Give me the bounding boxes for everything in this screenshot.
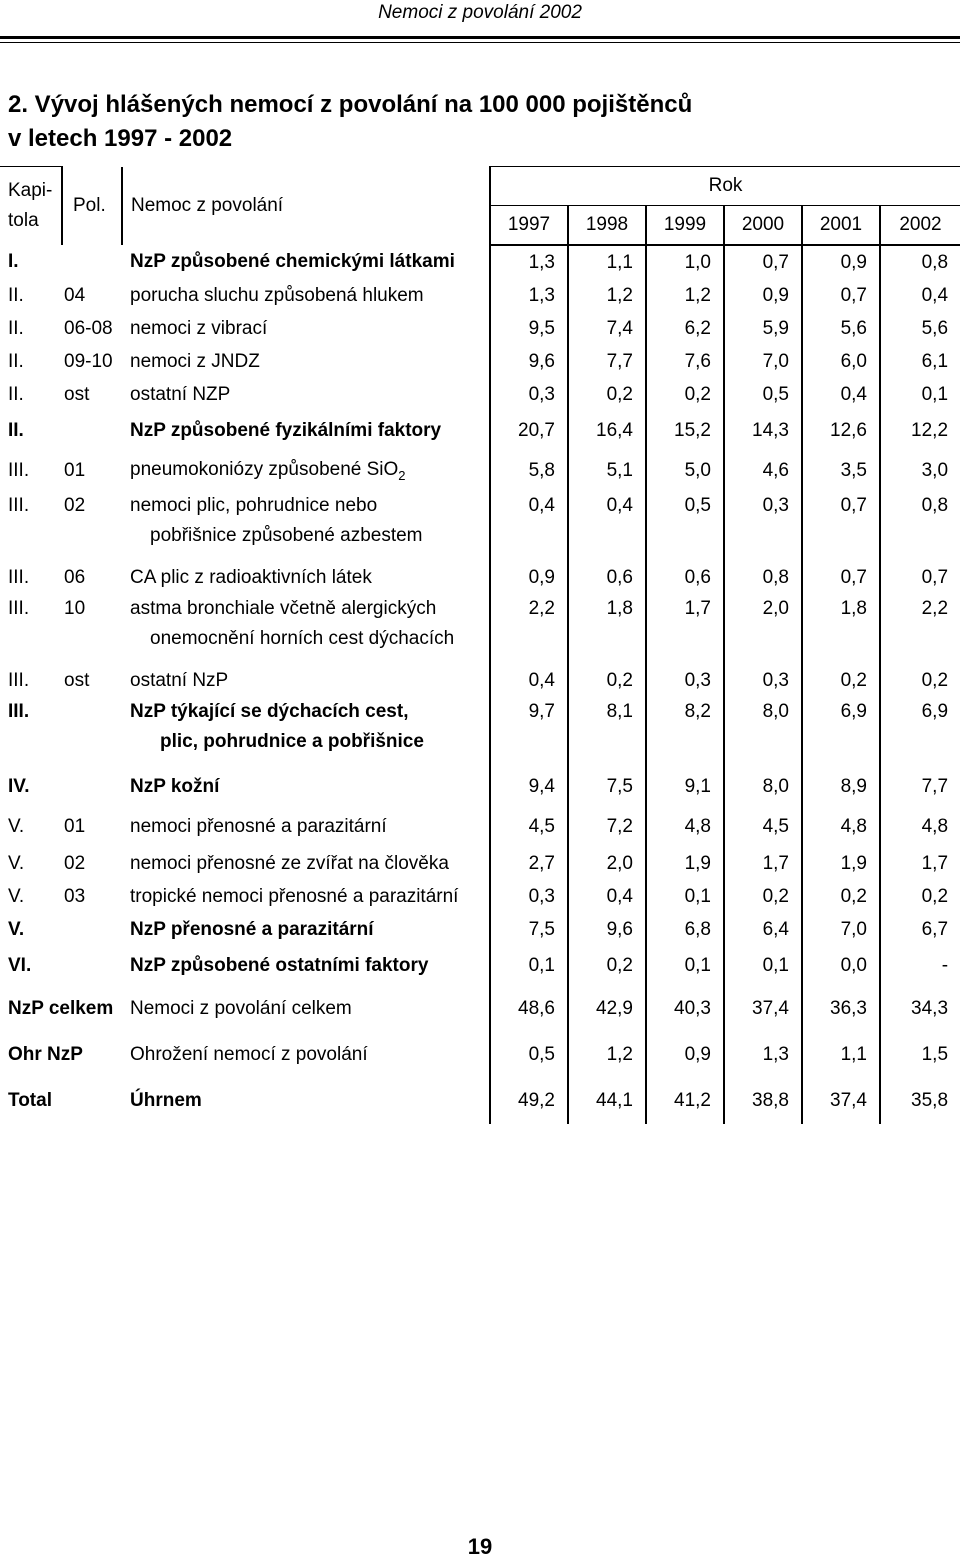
value-cell: 49,2 <box>490 1078 568 1124</box>
value-cell: 6,2 <box>646 312 724 345</box>
value-cell: 7,2 <box>568 807 646 847</box>
value-cell: 0,9 <box>724 279 802 312</box>
value-cell: 9,6 <box>490 345 568 378</box>
disease-name: pneumokoniózy způsobené SiO <box>130 459 399 481</box>
kapitola-cell: Ohr NzP <box>8 1044 83 1065</box>
value-cell: 41,2 <box>646 1078 724 1124</box>
year-header: 2001 <box>802 206 880 246</box>
disease-name-cell <box>122 1032 490 1078</box>
header-rule <box>0 36 960 39</box>
value-cell: 37,4 <box>724 986 802 1032</box>
value-cell: 0,2 <box>568 378 646 411</box>
value-cell: 0,2 <box>568 946 646 986</box>
disease-name-cell <box>122 986 490 1032</box>
value-cell: 0,8 <box>880 491 960 561</box>
disease-name-cell <box>122 378 490 411</box>
kapitola-cell: III. <box>8 669 30 691</box>
value-cell: 1,5 <box>880 1032 960 1078</box>
value-cell: 1,8 <box>802 594 880 664</box>
value-cell: 1,8 <box>568 594 646 664</box>
value-cell: 0,9 <box>646 1032 724 1078</box>
kapitola-cell: VI. <box>8 955 32 976</box>
table-row <box>0 561 960 594</box>
value-cell: 7,4 <box>568 312 646 345</box>
value-cell: 4,8 <box>880 807 960 847</box>
value-cell: 1,2 <box>568 1032 646 1078</box>
value-cell: 0,3 <box>490 880 568 913</box>
disease-name-cell <box>122 312 490 345</box>
value-cell: 0,9 <box>802 245 880 279</box>
column-header-kapitola <box>0 167 62 246</box>
value-cell: 1,1 <box>568 245 646 279</box>
disease-name: NzP způsobené chemickými látkami <box>130 251 455 272</box>
value-cell: 7,7 <box>880 767 960 807</box>
value-cell: 20,7 <box>490 411 568 451</box>
value-cell: 0,1 <box>646 880 724 913</box>
value-cell: 5,6 <box>880 312 960 345</box>
pol-cell <box>62 767 122 807</box>
value-cell: 16,4 <box>568 411 646 451</box>
value-cell: 6,8 <box>646 913 724 946</box>
value-cell: 14,3 <box>724 411 802 451</box>
pol-cell <box>62 697 122 767</box>
disease-name: nemoci z JNDZ <box>130 350 260 372</box>
value-cell: 6,4 <box>724 913 802 946</box>
pol-cell: 04 <box>64 284 86 306</box>
value-cell: 1,3 <box>724 1032 802 1078</box>
value-cell: 9,1 <box>646 767 724 807</box>
value-cell: 5,6 <box>802 312 880 345</box>
disease-name-cell <box>122 491 490 561</box>
kapitola-cell: II. <box>8 284 24 306</box>
value-cell: 3,0 <box>880 451 960 491</box>
disease-name: Nemoci z povolání celkem <box>130 998 352 1019</box>
value-cell: 0,3 <box>490 378 568 411</box>
value-cell: 1,3 <box>490 279 568 312</box>
value-cell: 0,7 <box>802 279 880 312</box>
column-header-nemoc: Nemoc z povolání <box>122 167 490 246</box>
subscript: 2 <box>398 467 406 483</box>
value-cell: 0,0 <box>802 946 880 986</box>
value-cell: 1,3 <box>490 245 568 279</box>
value-cell: 1,7 <box>880 847 960 880</box>
disease-name-cell <box>122 561 490 594</box>
value-cell: 40,3 <box>646 986 724 1032</box>
value-cell: 3,5 <box>802 451 880 491</box>
value-cell: 0,4 <box>802 378 880 411</box>
value-cell: 15,2 <box>646 411 724 451</box>
value-cell: 2,2 <box>880 594 960 664</box>
value-cell: 0,5 <box>490 1032 568 1078</box>
column-header-pol: Pol. <box>62 167 122 246</box>
disease-name: NzP týkající se dýchacích cest, <box>130 701 409 722</box>
value-cell: 0,2 <box>646 378 724 411</box>
value-cell: 36,3 <box>802 986 880 1032</box>
table-row <box>0 847 960 880</box>
value-cell: 7,0 <box>802 913 880 946</box>
value-cell: 0,3 <box>724 491 802 561</box>
disease-name: NzP způsobené fyzikálními faktory <box>130 420 442 441</box>
value-cell: 8,2 <box>646 697 724 767</box>
value-cell: 0,2 <box>568 664 646 697</box>
value-cell: 0,3 <box>646 664 724 697</box>
pol-cell: 06 <box>64 566 86 588</box>
value-cell: 8,0 <box>724 767 802 807</box>
value-cell: 1,2 <box>646 279 724 312</box>
value-cell: 4,5 <box>490 807 568 847</box>
value-cell: 9,5 <box>490 312 568 345</box>
disease-name: ostatní NzP <box>130 669 229 691</box>
kapitola-cell: V. <box>8 852 25 874</box>
value-cell: 4,5 <box>724 807 802 847</box>
value-cell: 1,9 <box>802 847 880 880</box>
value-cell: 8,0 <box>724 697 802 767</box>
kapitola-cell: II. <box>8 350 24 372</box>
kapitola-cell: IV. <box>8 776 30 797</box>
value-cell: 34,3 <box>880 986 960 1032</box>
value-cell: 0,2 <box>802 880 880 913</box>
disease-name: astma bronchiale včetně alergických <box>130 598 437 619</box>
disease-name: nemoci z vibrací <box>130 317 268 339</box>
disease-name: nemoci přenosné ze zvířat na člověka <box>130 852 449 874</box>
table-row <box>0 946 960 986</box>
table-row <box>0 491 960 561</box>
kapitola-label-1: Kapi- <box>8 180 53 201</box>
kapitola-cell: III. <box>8 460 30 481</box>
value-cell: 9,6 <box>568 913 646 946</box>
value-cell: 0,2 <box>880 664 960 697</box>
value-cell: 5,9 <box>724 312 802 345</box>
value-cell: 48,6 <box>490 986 568 1032</box>
value-cell: 0,8 <box>880 245 960 279</box>
kapitola-cell: II. <box>8 383 24 405</box>
kapitola-cell: V. <box>8 885 25 907</box>
kapitola-cell: V. <box>8 816 25 837</box>
year-header: 2002 <box>880 206 960 246</box>
disease-name-continuation: plic, pohrudnice a pobřišnice <box>160 731 424 752</box>
disease-name: Úhrnem <box>130 1090 202 1111</box>
value-cell: 4,6 <box>724 451 802 491</box>
disease-name-cell <box>122 807 490 847</box>
kapitola-cell: III. <box>8 566 30 588</box>
table-row <box>0 594 960 664</box>
table-row <box>0 880 960 913</box>
value-cell: 0,5 <box>646 491 724 561</box>
pol-cell: 02 <box>64 852 86 874</box>
table-row <box>0 345 960 378</box>
kapitola-cell: NzP celkem <box>8 998 114 1019</box>
value-cell: 1,1 <box>802 1032 880 1078</box>
disease-name-cell <box>122 767 490 807</box>
disease-name: tropické nemoci přenosné a parazitární <box>130 885 459 907</box>
column-header-rok: Rok <box>490 167 960 206</box>
kapitola-label-2: tola <box>8 210 39 231</box>
disease-name: ostatní NZP <box>130 383 231 405</box>
table-row <box>0 986 960 1032</box>
pol-cell: ost <box>64 383 90 405</box>
value-cell: 0,1 <box>490 946 568 986</box>
disease-name-cell <box>122 411 490 451</box>
year-header: 1999 <box>646 206 724 246</box>
value-cell: 0,4 <box>568 491 646 561</box>
value-cell: 0,7 <box>724 245 802 279</box>
pol-cell: ost <box>64 669 90 691</box>
pol-cell: 03 <box>64 885 86 907</box>
disease-name-cell <box>122 451 490 491</box>
table-row <box>0 1078 960 1124</box>
disease-name-cell <box>122 1078 490 1124</box>
pol-cell: 09-10 <box>64 350 113 372</box>
pol-cell: 10 <box>64 598 86 619</box>
pol-cell <box>62 946 122 986</box>
value-cell: 0,4 <box>880 279 960 312</box>
value-cell: 0,1 <box>724 946 802 986</box>
page-title <box>8 88 692 156</box>
value-cell: 5,8 <box>490 451 568 491</box>
value-cell: 1,0 <box>646 245 724 279</box>
disease-name: nemoci přenosné a parazitární <box>130 816 387 837</box>
disease-name-cell <box>122 245 490 279</box>
value-cell: - <box>880 946 960 986</box>
kapitola-cell: III. <box>8 701 30 722</box>
title-line-2: v letech 1997 - 2002 <box>8 125 233 152</box>
year-header: 1997 <box>490 206 568 246</box>
table-row <box>0 913 960 946</box>
kapitola-cell: III. <box>8 495 30 516</box>
value-cell: 0,2 <box>802 664 880 697</box>
kapitola-cell: I. <box>8 251 19 272</box>
value-cell: 8,1 <box>568 697 646 767</box>
value-cell: 6,7 <box>880 913 960 946</box>
disease-name-continuation: pobřišnice způsobené azbestem <box>150 525 423 546</box>
value-cell: 42,9 <box>568 986 646 1032</box>
disease-name: CA plic z radioaktivních látek <box>130 566 372 588</box>
kapitola-cell: V. <box>8 918 25 940</box>
table-row <box>0 411 960 451</box>
value-cell: 5,1 <box>568 451 646 491</box>
value-cell: 35,8 <box>880 1078 960 1124</box>
value-cell: 0,4 <box>568 880 646 913</box>
table-row <box>0 1032 960 1078</box>
value-cell: 6,9 <box>880 697 960 767</box>
disease-name-cell <box>122 345 490 378</box>
value-cell: 6,1 <box>880 345 960 378</box>
kapitola-cell: Total <box>8 1090 52 1111</box>
value-cell: 0,8 <box>724 561 802 594</box>
value-cell: 6,0 <box>802 345 880 378</box>
value-cell: 0,7 <box>880 561 960 594</box>
value-cell: 7,6 <box>646 345 724 378</box>
disease-name-cell <box>122 847 490 880</box>
disease-name: NzP způsobené ostatními faktory <box>130 955 429 976</box>
value-cell: 0,2 <box>880 880 960 913</box>
disease-name-cell <box>122 279 490 312</box>
disease-name-continuation: onemocnění horních cest dýchacích <box>150 628 455 649</box>
disease-name: porucha sluchu způsobená hlukem <box>130 284 424 306</box>
value-cell: 0,9 <box>490 561 568 594</box>
table-row <box>0 697 960 767</box>
disease-name: nemoci plic, pohrudnice nebo <box>130 495 378 516</box>
table-row <box>0 378 960 411</box>
value-cell: 1,2 <box>568 279 646 312</box>
value-cell: 0,3 <box>724 664 802 697</box>
value-cell: 2,2 <box>490 594 568 664</box>
value-cell: 0,2 <box>724 880 802 913</box>
value-cell: 1,7 <box>646 594 724 664</box>
value-cell: 1,9 <box>646 847 724 880</box>
year-header: 2000 <box>724 206 802 246</box>
value-cell: 2,7 <box>490 847 568 880</box>
kapitola-cell: III. <box>8 598 30 619</box>
disease-name: Ohrožení nemocí z povolání <box>130 1044 368 1065</box>
kapitola-cell: II. <box>8 317 24 339</box>
disease-name-cell <box>122 664 490 697</box>
value-cell: 0,6 <box>646 561 724 594</box>
kapitola-cell: II. <box>8 420 24 441</box>
pol-cell: 02 <box>64 495 86 516</box>
disease-name: NzP kožní <box>130 776 220 797</box>
table-row <box>0 279 960 312</box>
table-row <box>0 807 960 847</box>
value-cell: 0,4 <box>490 664 568 697</box>
disease-name-cell <box>122 880 490 913</box>
value-cell: 0,7 <box>802 491 880 561</box>
value-cell: 0,7 <box>802 561 880 594</box>
value-cell: 7,7 <box>568 345 646 378</box>
value-cell: 0,1 <box>880 378 960 411</box>
pol-cell <box>62 411 122 451</box>
value-cell: 9,7 <box>490 697 568 767</box>
value-cell: 0,4 <box>490 491 568 561</box>
pol-cell: 06-08 <box>64 317 113 339</box>
value-cell: 5,0 <box>646 451 724 491</box>
value-cell: 9,4 <box>490 767 568 807</box>
pol-cell <box>62 913 122 946</box>
table-row <box>0 664 960 697</box>
disease-name-cell <box>122 697 490 767</box>
value-cell: 7,5 <box>568 767 646 807</box>
table-row <box>0 451 960 491</box>
table-row <box>0 245 960 279</box>
value-cell: 44,1 <box>568 1078 646 1124</box>
table-row <box>0 312 960 345</box>
running-header: Nemoci z povolání 2002 <box>378 2 582 23</box>
value-cell: 4,8 <box>802 807 880 847</box>
disease-name: NzP přenosné a parazitární <box>130 918 374 940</box>
value-cell: 0,5 <box>724 378 802 411</box>
value-cell: 2,0 <box>724 594 802 664</box>
value-cell: 12,6 <box>802 411 880 451</box>
table-row <box>0 767 960 807</box>
pol-cell: 01 <box>64 816 86 837</box>
disease-name-cell <box>122 594 490 664</box>
pol-cell: 01 <box>64 460 86 481</box>
disease-name-cell <box>122 946 490 986</box>
value-cell: 2,0 <box>568 847 646 880</box>
value-cell: 8,9 <box>802 767 880 807</box>
value-cell: 7,5 <box>490 913 568 946</box>
value-cell: 37,4 <box>802 1078 880 1124</box>
value-cell: 6,9 <box>802 697 880 767</box>
title-line-1: 2. Vývoj hlášených nemocí z povolání na 100 000 pojištěnců <box>8 91 693 118</box>
value-cell: 38,8 <box>724 1078 802 1124</box>
value-cell: 1,7 <box>724 847 802 880</box>
page-number: 19 <box>467 1534 493 1559</box>
pol-cell <box>62 245 122 279</box>
value-cell: 7,0 <box>724 345 802 378</box>
value-cell: 4,8 <box>646 807 724 847</box>
value-cell: 12,2 <box>880 411 960 451</box>
value-cell: 0,6 <box>568 561 646 594</box>
header-rule-thin <box>0 42 960 43</box>
year-header: 1998 <box>568 206 646 246</box>
statistics-table <box>0 166 960 1124</box>
disease-name-cell <box>122 913 490 946</box>
value-cell: 0,1 <box>646 946 724 986</box>
